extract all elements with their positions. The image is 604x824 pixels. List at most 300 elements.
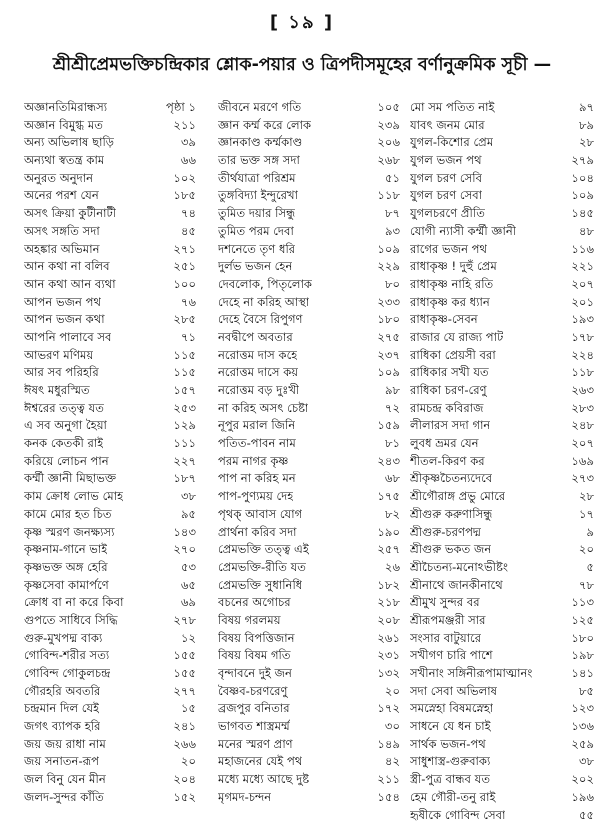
entry-text: বৃন্দাবনে দুই জন — [218, 665, 292, 683]
entry-text: এ সব অনুগা হৈয়া — [24, 417, 107, 435]
entry-page: ১০২ — [173, 170, 196, 188]
entry-page: ৬৮ — [385, 470, 400, 488]
entry-text: রাধিকা চরণ-রেণু — [410, 382, 487, 400]
index-entry — [24, 453, 196, 471]
entry-page: ২১১ — [377, 771, 400, 789]
entry-page: ৫৫ — [579, 807, 594, 824]
entry-text: তুমিত দয়ার সিন্ধু — [218, 205, 295, 223]
index-entry — [218, 276, 400, 294]
entry-page: ৫৩ — [181, 559, 196, 577]
index-entry — [24, 223, 196, 241]
index-entry — [218, 683, 400, 701]
entry-text: চন্দ্রমান দিল যেই — [24, 700, 99, 718]
index-entry — [24, 435, 196, 453]
entry-page: ২৬৩ — [571, 382, 594, 400]
entry-text: সার্থক ভজন-পথ — [410, 736, 486, 754]
entry-text: সাধুশাস্ত্র-গুরুবাক্য — [410, 753, 490, 771]
entry-text: শ্রীচৈতন্য-মনোঽভীষ্টং — [410, 559, 508, 577]
entry-page: ২৭০ — [173, 541, 196, 559]
entry-text: কৃষ্ণ স্মরণ জনক্ষ্যস্য — [24, 524, 115, 542]
index-entry — [24, 506, 196, 524]
entry-page: ২৭৮ — [173, 612, 196, 630]
entry-text: শ্রীগৌরাঙ্গ প্রভু মোরে — [410, 488, 505, 506]
entry-page: ২০৬ — [377, 134, 400, 152]
entry-page: ১০৫ — [377, 99, 400, 117]
entry-text: মৃগমদ-চন্দন — [218, 789, 271, 807]
index-entry — [410, 170, 594, 188]
entry-text: শ্রীমুখ সুন্দর বর — [410, 594, 480, 612]
entry-text: তীর্থযাত্রা পরিশ্রম — [218, 170, 296, 188]
entry-page: ১০০ — [173, 276, 196, 294]
entry-page: ২১৮ — [377, 594, 400, 612]
entry-page: ৫১ — [385, 170, 400, 188]
entry-page: ২৫৩ — [173, 400, 196, 418]
entry-page: ২৭৫ — [377, 329, 400, 347]
entry-text: তুঙ্গবিদ্যা ইন্দুরেখা — [218, 187, 298, 205]
index-entry — [24, 241, 196, 259]
entry-page: ১১৩ — [571, 594, 594, 612]
index-entry — [410, 807, 594, 824]
entry-text: কনক কেতকী রাই — [24, 435, 103, 453]
index-entry — [218, 771, 400, 789]
index-entry — [218, 311, 400, 329]
index-entry — [218, 134, 400, 152]
entry-text: সখীগণ চারি পাশে — [410, 647, 493, 665]
entry-page: ১২ — [181, 630, 196, 648]
entry-page: ১৪৩ — [173, 524, 196, 542]
index-entry — [410, 736, 594, 754]
index-entry — [218, 559, 400, 577]
entry-text: রাধিকার সখী যত — [410, 364, 489, 382]
index-entry — [410, 559, 594, 577]
entry-text: আভরণ মণিময় — [24, 347, 93, 365]
index-entry — [24, 577, 196, 595]
entry-page: ২০৭ — [571, 276, 594, 294]
entry-page: ২০৪ — [173, 771, 196, 789]
entry-page: ১৫ — [181, 700, 196, 718]
entry-page: ২৩১ — [377, 647, 400, 665]
entry-page: ১৫৫ — [173, 647, 196, 665]
entry-page: ৬৯ — [181, 594, 196, 612]
index-entry — [410, 541, 594, 559]
index-entry — [24, 364, 196, 382]
entry-page: ২২৯ — [377, 258, 400, 276]
index-entry — [410, 435, 594, 453]
entry-page: ৯৭ — [579, 99, 594, 117]
entry-page: ১৮৭ — [173, 470, 196, 488]
entry-text: দশনেতে তৃণ ধরি — [218, 241, 295, 259]
index-entry — [410, 223, 594, 241]
entry-text: লীলারস সদা গান — [410, 417, 490, 435]
index-entry — [218, 400, 400, 418]
page-number: [ ১৯ ] — [0, 8, 604, 39]
index-entry — [410, 117, 594, 135]
entry-text: মধ্যে মধ্যে আছে দুষ্ট — [218, 771, 309, 789]
index-entry — [218, 382, 400, 400]
index-entry — [410, 364, 594, 382]
entry-text: অনের পরশ যেন — [24, 187, 99, 205]
entry-page: ২৩৭ — [377, 347, 400, 365]
index-column-3 — [410, 99, 594, 824]
index-entry — [218, 258, 400, 276]
index-entry — [218, 488, 400, 506]
entry-text: রামচন্দ্র কবিরাজ — [410, 400, 484, 418]
index-entry — [410, 577, 594, 595]
index-entry — [218, 524, 400, 542]
entry-text: প্রেমভক্তি সুধানিধি — [218, 577, 302, 595]
entry-page: ১৮৫ — [173, 187, 196, 205]
index-entry — [218, 506, 400, 524]
index-entry — [24, 612, 196, 630]
entry-text: পাপ না করিহ মন — [218, 470, 296, 488]
entry-page: ২৬৬ — [173, 736, 196, 754]
index-entry — [24, 400, 196, 418]
entry-page: ১৯৬ — [571, 789, 594, 807]
entry-text: ক্রোধ বা না করে কিবা — [24, 594, 124, 612]
entry-page: ১১১ — [173, 435, 196, 453]
entry-text: জলদ-সুন্দর কাঁতি — [24, 789, 104, 807]
entry-page: ২৫১ — [173, 258, 196, 276]
entry-text: জ্ঞানকাণ্ড কর্ম্মকাণ্ড — [218, 134, 302, 152]
entry-page: ১৫৪ — [377, 789, 400, 807]
index-entry — [218, 577, 400, 595]
entry-page: ১১৮ — [377, 187, 400, 205]
index-entry — [24, 294, 196, 312]
entry-page: ১১৫ — [173, 347, 196, 365]
entry-text: জয় জয় রাধা নাম — [24, 736, 106, 754]
index-entry — [410, 630, 594, 648]
entry-text: জয় সনাতন-রূপ — [24, 753, 99, 771]
entry-page: ২৪৮ — [571, 417, 594, 435]
entry-text: করিয়ে লোচন পান — [24, 453, 109, 471]
index-entry — [24, 311, 196, 329]
index-entry — [24, 276, 196, 294]
entry-text: রাধিকা প্রেয়সী বরা — [410, 347, 496, 365]
entry-page: ২২১ — [571, 258, 594, 276]
index-entry — [410, 647, 594, 665]
entry-page: ৯৫ — [181, 506, 196, 524]
entry-text: জগৎ ব্যাপক হরি — [24, 718, 100, 736]
entry-page: ২৬৮ — [377, 152, 400, 170]
entry-text: পৃথক্ আবাস যোগ — [218, 506, 302, 524]
entry-text: সংসার বাটুয়ারে — [410, 630, 481, 648]
index-entry — [218, 647, 400, 665]
entry-page: ৪৫ — [181, 223, 196, 241]
entry-text: ঈশ্বরের তত্ত্ব যত — [24, 400, 104, 418]
entry-page: ৪২ — [385, 753, 400, 771]
entry-page: ৩৯ — [181, 134, 196, 152]
entry-page: ১১৬ — [571, 241, 594, 259]
entry-page: ৮৯ — [579, 117, 594, 135]
index-entry — [410, 612, 594, 630]
entry-text: কামে মোর হত চিত — [24, 506, 112, 524]
entry-page: ৯ — [586, 524, 594, 542]
entry-text: শ্রীগুরু করুণাসিন্ধু — [410, 506, 492, 524]
entry-text: অহঙ্কার অভিমান — [24, 241, 100, 259]
entry-text: সাধনে যে ধন চাই — [410, 718, 491, 736]
index-entry — [24, 347, 196, 365]
entry-page: ১৫২ — [173, 789, 196, 807]
index-entry — [218, 630, 400, 648]
index-entry — [410, 771, 594, 789]
entry-page: ১৩৬ — [571, 718, 594, 736]
entry-text: তুমিত পরম দেবা — [218, 223, 294, 241]
index-entry — [24, 417, 196, 435]
entry-text: নরোত্তম বড় দুঃখী — [218, 382, 299, 400]
entry-page: ১৭৮ — [571, 329, 594, 347]
index-entry — [24, 771, 196, 789]
index-entry — [410, 488, 594, 506]
entry-text: শ্রীগুরু ভকত জন — [410, 541, 491, 559]
index-entry — [218, 364, 400, 382]
entry-page: ২২৪ — [571, 347, 594, 365]
index-entry — [24, 559, 196, 577]
index-entry — [24, 152, 196, 170]
entry-page: ১৮০ — [377, 311, 400, 329]
index-entry — [24, 329, 196, 347]
entry-text: সদা সেবা অভিলাষ — [410, 683, 497, 701]
entry-text: অজ্ঞানতিমিরান্ধস্য — [24, 99, 107, 117]
entry-text: হৃষীকে গোবিন্দ সেবা — [410, 807, 505, 824]
entry-text: আপনি পালাবে সব — [24, 329, 111, 347]
entry-page: ৭৪ — [181, 205, 196, 223]
entry-text: বিষয় বিপত্তিজান — [218, 630, 295, 648]
entry-text: আপন ভজন পথ — [24, 294, 101, 312]
entry-page: ২০৭ — [571, 435, 594, 453]
entry-page: ১৭২ — [377, 700, 400, 718]
index-entry — [410, 276, 594, 294]
index-entry — [24, 524, 196, 542]
index-entry — [218, 665, 400, 683]
entry-text: রাধাকৃষ্ণ নাহি রতি — [410, 276, 493, 294]
entry-text: ঈষৎ মধুরস্মিত — [24, 382, 90, 400]
entry-page: ১৬৯ — [571, 453, 594, 471]
index-entry — [410, 258, 594, 276]
entry-page: ৩০ — [385, 718, 400, 736]
index-entry — [218, 470, 400, 488]
entry-text: গৌরহরি অবতরি — [24, 683, 100, 701]
entry-text: রাজার যে রাজ্য পাট — [410, 329, 503, 347]
entry-text: কৃষ্ণনাম-গানে ভাই — [24, 541, 107, 559]
index-entry — [410, 205, 594, 223]
entry-page: ৪৮ — [579, 223, 594, 241]
entry-text: দুর্লভ ভজন হেন — [218, 258, 292, 276]
entry-page: ১৯৮ — [571, 647, 594, 665]
entry-page: ১১৮ — [571, 364, 594, 382]
index-entry — [218, 736, 400, 754]
entry-page: ২৩৩ — [377, 294, 400, 312]
entry-text: মো সম পতিত নাই — [410, 99, 495, 117]
index-entry — [410, 400, 594, 418]
index-entry — [410, 453, 594, 471]
entry-page: ৮৫ — [579, 683, 594, 701]
entry-text: লুবধ ভ্রমর যেন — [410, 435, 479, 453]
entry-page: ১৪৫ — [571, 205, 594, 223]
index-entry — [410, 347, 594, 365]
entry-text: কর্ম্মী জ্ঞানী মিছাভক্ত — [24, 470, 116, 488]
index-entry — [410, 294, 594, 312]
entry-page: ১০৯ — [377, 241, 400, 259]
entry-page: ১৫৭ — [173, 382, 196, 400]
entry-page: ১৪৯ — [377, 736, 400, 754]
entry-text: অনুরত অনুদান — [24, 170, 93, 188]
entry-page: ২৮ — [579, 134, 594, 152]
index-entry — [24, 382, 196, 400]
entry-page: ১৭৫ — [377, 488, 400, 506]
entry-page: ৫ — [586, 559, 594, 577]
entry-page: ১০৪ — [571, 170, 594, 188]
index-entry — [24, 170, 196, 188]
entry-page: ১১৫ — [173, 364, 196, 382]
entry-text: স্ত্রী-পুত্র বান্ধব যত — [410, 771, 490, 789]
entry-page: ২৫৭ — [377, 541, 400, 559]
entry-text: যুগল-কিশোর প্রেম — [410, 134, 493, 152]
entry-page: ১০৯ — [377, 364, 400, 382]
index-entry — [410, 789, 594, 807]
entry-text: নবদ্বীপে অবতার — [218, 329, 293, 347]
index-entry — [218, 187, 400, 205]
entry-page: ২৭৩ — [571, 470, 594, 488]
entry-page: ১৯৩ — [571, 311, 594, 329]
index-entry — [218, 241, 400, 259]
index-entry — [410, 311, 594, 329]
index-entry — [218, 329, 400, 347]
entry-page: ২০ — [579, 541, 594, 559]
entry-text: যুগলচরণে প্রীতি — [410, 205, 485, 223]
index-entry — [410, 134, 594, 152]
entry-page: ১০৯ — [571, 187, 594, 205]
entry-text: রাধাকৃষ্ণ-সেবন — [410, 311, 478, 329]
entry-page: ২৩৯ — [377, 117, 400, 135]
entry-text: যোগী ন্যাসী কর্ম্মী জ্ঞানী — [410, 223, 516, 241]
index-entry — [218, 223, 400, 241]
index-entry — [410, 241, 594, 259]
index-entry — [24, 683, 196, 701]
index-entry — [410, 382, 594, 400]
index-entry — [218, 789, 400, 807]
entry-text: যাবৎ জনম মোর — [410, 117, 485, 135]
index-entry — [24, 700, 196, 718]
entry-page: ১৪১ — [571, 665, 594, 683]
index-entry — [218, 612, 400, 630]
entry-page: ৩৮ — [181, 488, 196, 506]
entry-page: ৮১ — [385, 435, 400, 453]
entry-page: ৯৮ — [385, 382, 400, 400]
entry-text: পতিত-পাবন নাম — [218, 435, 296, 453]
entry-text: নরোত্তম দাসে কয় — [218, 364, 298, 382]
index-entry — [218, 453, 400, 471]
index-entry — [410, 700, 594, 718]
index-entry — [218, 417, 400, 435]
entry-page: ৮০ — [385, 276, 400, 294]
index-entry — [24, 134, 196, 152]
index-entry — [218, 117, 400, 135]
entry-page: ৬৫ — [181, 577, 196, 595]
index-entry — [410, 665, 594, 683]
entry-page: ২০ — [385, 683, 400, 701]
entry-page: ৮২ — [385, 506, 400, 524]
entry-text: শীতল-কিরণ কর — [410, 453, 485, 471]
entry-text: দেবলোক, পিতৃলোক — [218, 276, 312, 294]
index-entry — [410, 524, 594, 542]
index-column-2 — [218, 99, 400, 807]
entry-text: নরোত্তম দাস কহে — [218, 347, 297, 365]
entry-text: ব্রজপুর বনিতার — [218, 700, 290, 718]
entry-page: ২৫৯ — [571, 736, 594, 754]
index-entry — [410, 683, 594, 701]
index-entry — [410, 506, 594, 524]
entry-text: আর সব পরিহরি — [24, 364, 99, 382]
index-entry — [24, 736, 196, 754]
index-entry — [24, 470, 196, 488]
index-entry — [218, 347, 400, 365]
entry-text: শ্রীকৃষ্ণচৈতন্যদেবে — [410, 470, 492, 488]
entry-page: ২৭১ — [173, 241, 196, 259]
entry-text: অসৎ সঙ্গতি সদা — [24, 223, 100, 241]
entry-text: গোবিন্দ-শরীর সত্য — [24, 647, 109, 665]
entry-text: অজ্ঞান বিমুগ্ধ মত — [24, 117, 103, 135]
entry-page: ১৮০ — [571, 630, 594, 648]
index-entry — [24, 630, 196, 648]
index-entry — [218, 294, 400, 312]
entry-text: যুগল ভজন পথ — [410, 152, 482, 170]
entry-text: গোবিন্দ গোকুলচন্দ্র — [24, 665, 110, 683]
entry-text: অন্যথা স্বতন্ত্র কাম — [24, 152, 104, 170]
entry-text: শ্রীরূপমঞ্জরী সার — [410, 612, 486, 630]
index-entry — [410, 152, 594, 170]
entry-page: ২২৭ — [173, 453, 196, 471]
index-entry — [24, 647, 196, 665]
entry-page: পৃষ্ঠা ১ — [166, 99, 196, 117]
index-entry — [24, 117, 196, 135]
index-entry — [218, 718, 400, 736]
index-entry — [24, 541, 196, 559]
entry-page: ২০৮ — [377, 612, 400, 630]
index-entry — [410, 594, 594, 612]
entry-page: ১২৯ — [173, 417, 196, 435]
entry-page: ৯৩ — [385, 223, 400, 241]
entry-page: ১২৫ — [571, 612, 594, 630]
entry-page: ১৭ — [579, 506, 594, 524]
index-entry — [24, 665, 196, 683]
index-entry — [218, 170, 400, 188]
entry-page: ২০২ — [571, 771, 594, 789]
entry-page: ১৫৫ — [173, 665, 196, 683]
index-entry — [410, 718, 594, 736]
entry-text: রাধাকৃষ্ণ ! দুহুঁ প্রেম — [410, 258, 497, 276]
entry-text: জল বিনু যেন মীন — [24, 771, 106, 789]
entry-text: পাপ-পুণ্যময় দেহ — [218, 488, 293, 506]
entry-text: আন কথা আন ব্যথা — [24, 276, 116, 294]
index-entry — [24, 718, 196, 736]
index-entry — [218, 99, 400, 117]
entry-text: অন্য অভিলাষ ছাড়ি — [24, 134, 114, 152]
entry-text: দেহে বৈসে রিপুগণ — [218, 311, 303, 329]
entry-text: জ্ঞান কর্ম্ম করে লোক — [218, 117, 311, 135]
entry-text: আন কথা না বলিব — [24, 258, 110, 276]
entry-text: রাগের ভজন পথ — [410, 241, 487, 259]
entry-text: জীবনে মরণে গতি — [218, 99, 301, 117]
entry-page: ২৭৭ — [173, 683, 196, 701]
entry-text: প্রার্থনা করিব সদা — [218, 524, 297, 542]
entry-text: ভাগবত শাস্ত্রমর্ম্ম — [218, 718, 290, 736]
entry-page: ২৮৫ — [173, 311, 196, 329]
entry-text: প্রেমভক্তি-রীতি যত — [218, 559, 306, 577]
index-entry — [410, 753, 594, 771]
index-entry — [218, 594, 400, 612]
entry-page: ৭৬ — [181, 294, 196, 312]
entry-page: ১২৩ — [571, 700, 594, 718]
